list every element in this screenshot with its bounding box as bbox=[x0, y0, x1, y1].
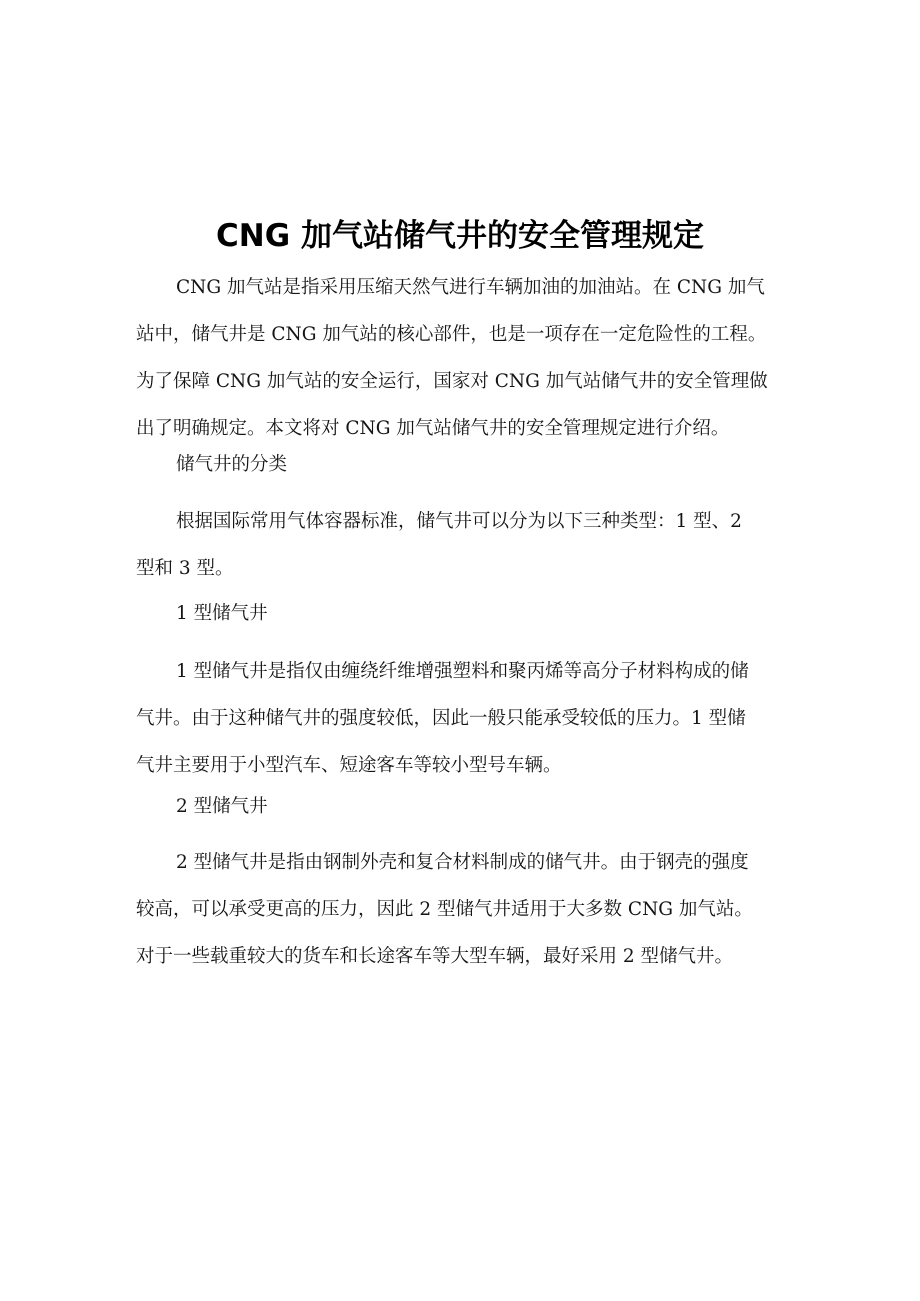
document-title: CNG 加气站储气井的安全管理规定 bbox=[216, 218, 704, 254]
paragraph-line: 气井。由于这种储气井的强度较低，因此一般只能承受较低的压力。1 型储 bbox=[136, 708, 746, 729]
intro-paragraph bbox=[136, 264, 796, 452]
paragraph-line: 气井主要用于小型汽车、短途客车等较小型号车辆。 bbox=[136, 755, 562, 776]
section-heading-text: 储气井的分类 bbox=[176, 454, 288, 475]
paragraph-line: 1 型储气井是指仅由缠绕纤维增强塑料和聚丙烯等高分子材料构成的储 bbox=[176, 661, 749, 682]
type2-paragraph bbox=[136, 839, 796, 980]
paragraph-line: 型和 3 型。 bbox=[136, 558, 234, 579]
paragraph-line: 较高，可以承受更高的压力，因此 2 型储气井适用于大多数 CNG 加气站。 bbox=[136, 899, 753, 920]
intro-line: 出了明确规定。本文将对 CNG 加气站储气井的安全管理规定进行介绍。 bbox=[136, 418, 730, 439]
intro-line: CNG 加气站是指采用压缩天然气进行车辆加油的加油站。在 CNG 加气 bbox=[176, 277, 765, 298]
paragraph-line: 2 型储气井是指由钢制外壳和复合材料制成的储气井。由于钢壳的强度 bbox=[176, 852, 749, 873]
intro-line: 站中，储气井是 CNG 加气站的核心部件，也是一项存在一定危险性的工程。 bbox=[136, 324, 767, 345]
section-heading-classification bbox=[136, 441, 796, 488]
section-heading-type1 bbox=[136, 590, 796, 637]
section-heading-text: 1 型储气井 bbox=[176, 603, 268, 624]
paragraph-line: 对于一些载重较大的货车和长途客车等大型车辆，最好采用 2 型储气井。 bbox=[136, 946, 734, 967]
type1-paragraph bbox=[136, 648, 796, 789]
classification-paragraph bbox=[136, 498, 796, 592]
intro-line: 为了保障 CNG 加气站的安全运行，国家对 CNG 加气站储气井的安全管理做 bbox=[136, 371, 768, 392]
paragraph-line: 根据国际常用气体容器标准，储气井可以分为以下三种类型：1 型、2 bbox=[176, 511, 742, 532]
section-heading-type2 bbox=[136, 783, 796, 830]
section-heading-text: 2 型储气井 bbox=[176, 796, 268, 817]
